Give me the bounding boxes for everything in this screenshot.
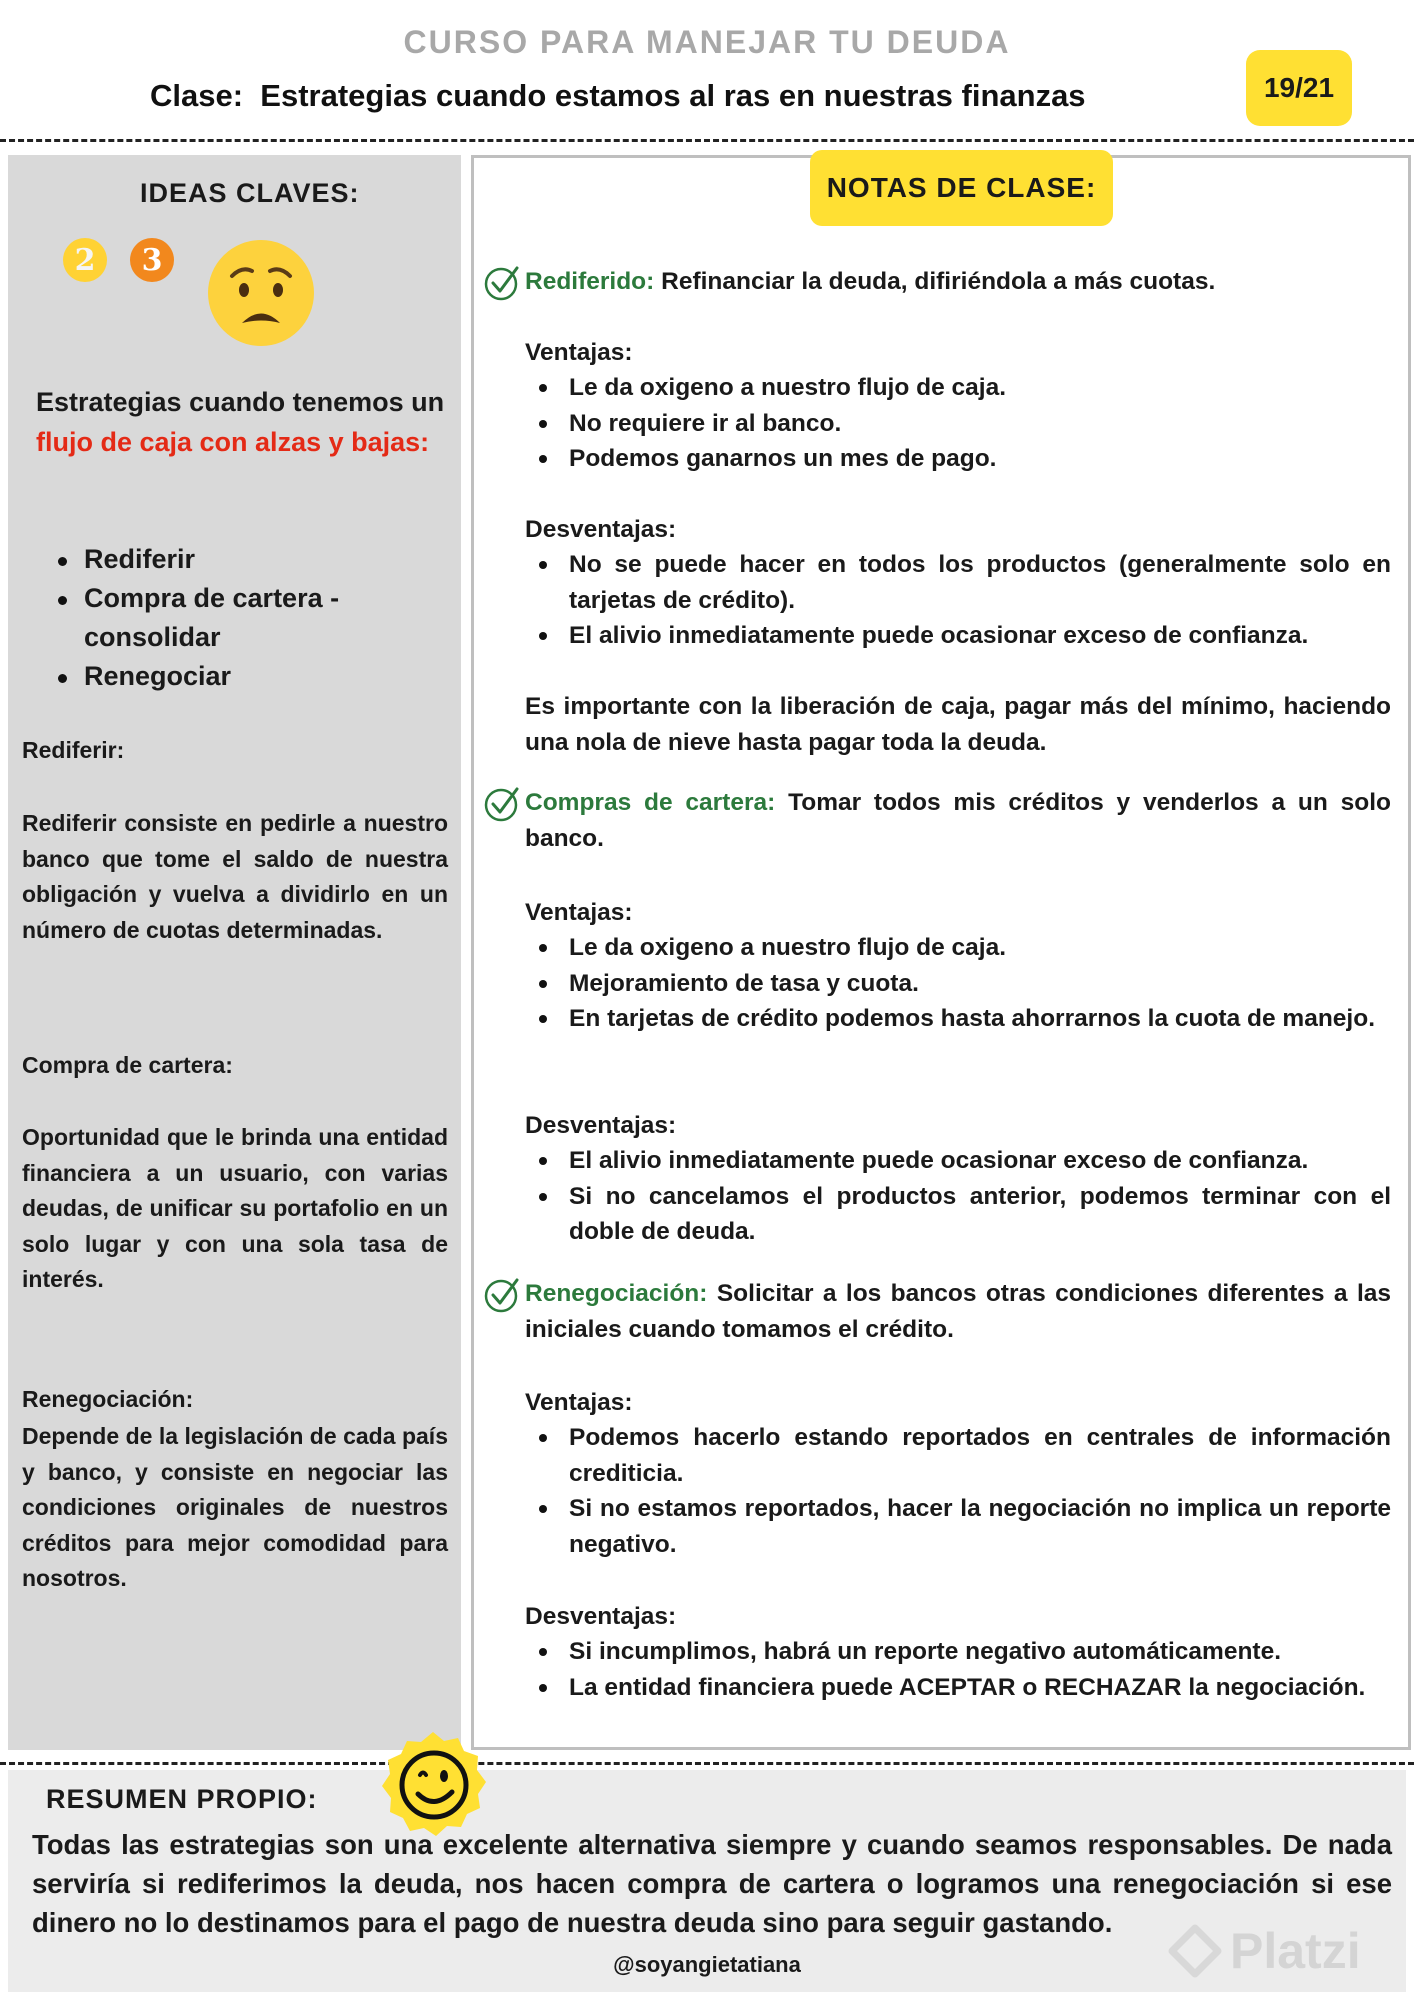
note-definition (525, 785, 1391, 856)
ideas-heading: IDEAS CLAVES: (140, 178, 360, 208)
footer-divider (0, 1762, 1414, 1765)
summary-heading: RESUMEN PROPIO: (46, 1784, 318, 1814)
list-item: Le da oxigeno a nuestro flujo de caja. (525, 930, 1391, 966)
number-three-icon: 3 (130, 238, 174, 282)
class-name: Estrategias cuando estamos al ras en nuestras finanzas (260, 78, 1086, 113)
section-body-rediferir: Rediferir consiste en pedirle a nuestro banco que tome el saldo de nuestra obligación y vuelva a dividirlo en un número de cuotas determinadas. (22, 810, 448, 943)
list-item: No se puede hacer en todos los productos (generalmente solo en tarjetas de crédito). (525, 547, 1391, 618)
cons-list (525, 1143, 1391, 1250)
section-title-renegociacion: Renegociación: (22, 1386, 194, 1412)
section-body-renegociacion: Depende de la legislación de cada país y banco, y consiste en negociar las condiciones originales de nuestros créditos para mejor comodidad para nosotros. (22, 1423, 448, 1591)
note-definition (525, 1276, 1391, 1347)
list-item: El alivio inmediatamente puede ocasionar exceso de confianza. (525, 618, 1391, 654)
strategies-list (50, 540, 410, 696)
list-item: Renegociar (50, 657, 410, 696)
pros-label: Ventajas: (525, 1389, 633, 1416)
check-circle-icon (483, 1276, 521, 1314)
list-item: Mejoramiento de tasa y cuota. (525, 966, 1391, 1002)
cons-list (525, 1634, 1391, 1705)
list-item: El alivio inmediatamente puede ocasionar exceso de confianza. (525, 1143, 1391, 1179)
cons-label: Desventajas: (525, 1112, 677, 1139)
list-item: Compra de cartera - consolidar (50, 579, 410, 657)
note-term: Compras de cartera: (525, 789, 776, 816)
summary-text: Todas las estrategias son una excelente alternativa siempre y cuando seamos responsables. De nada serviría si rediferimos la deuda, nos hacen compra de cartera o logramos una renegociación si ese dinero no lo destinamos para el pago de nuestra deuda sino para seguir gastando. (32, 1829, 1392, 1938)
header-divider (0, 139, 1414, 142)
section-title-rediferir: Rediferir: (22, 737, 125, 763)
note-term: Rediferido: (525, 268, 655, 295)
note-definition-text: Refinanciar la deuda, difiriéndola a más cuotas. (661, 268, 1216, 295)
class-title (150, 78, 1086, 114)
class-label: Clase: (150, 78, 244, 113)
worried-face-icon (206, 238, 316, 348)
list-item: No requiere ir al banco. (525, 406, 1391, 442)
note-definition-text: Solicitar a los bancos otras condiciones diferentes a las iniciales cuando tomamos el crédito. (525, 1280, 1391, 1343)
platzi-logo-icon (1168, 1924, 1222, 1978)
course-title: CURSO PARA MANEJAR TU DEUDA (403, 24, 1011, 60)
platzi-watermark (1168, 1915, 1408, 1987)
list-item: Le da oxigeno a nuestro flujo de caja. (525, 370, 1391, 406)
note-definition-text: Tomar todos mis créditos y venderlos a un solo banco. (525, 789, 1391, 852)
watermark-text: Platzi (1230, 1923, 1361, 1979)
cons-label: Desventajas: (525, 1603, 677, 1630)
section-title-compra-cartera: Compra de cartera: (22, 1052, 233, 1078)
note-term: Renegociación: (525, 1280, 708, 1307)
number-two-icon: 2 (63, 238, 107, 282)
check-circle-icon (483, 785, 521, 823)
cons-label: Desventajas: (525, 516, 677, 543)
pros-list (525, 370, 1391, 477)
check-circle-icon (483, 264, 521, 302)
pros-label: Ventajas: (525, 899, 633, 926)
list-item: La entidad financiera puede ACEPTAR o RECHAZAR la negociación. (525, 1670, 1391, 1706)
list-item: Si no cancelamos el productos anterior, podemos terminar con el doble de deuda. (525, 1179, 1391, 1250)
section-body-compra-cartera: Oportunidad que le brinda una entidad financiera a un usuario, con varias deudas, de unificar su portafolio en un solo lugar y con una sola tasa de interés. (22, 1124, 448, 1292)
list-item: Podemos hacerlo estando reportados en centrales de información crediticia. (525, 1420, 1391, 1491)
smiley-sticker-icon (378, 1730, 488, 1840)
list-item: En tarjetas de crédito podemos hasta ahorrarnos la cuota de manejo. (525, 1001, 1391, 1037)
list-item: Si incumplimos, habrá un reporte negativo automáticamente. (525, 1634, 1391, 1670)
cons-list (525, 547, 1391, 654)
pros-label: Ventajas: (525, 339, 633, 366)
page-counter-badge: 19/21 (1246, 50, 1352, 126)
list-item: Podemos ganarnos un mes de pago. (525, 441, 1391, 477)
note-definition (525, 264, 1391, 300)
author-handle: @soyangietatiana (613, 1952, 801, 1977)
list-item: Rediferir (50, 540, 410, 579)
strategy-intro (36, 382, 446, 462)
intro-highlight: flujo de caja con alzas y bajas: (36, 427, 430, 457)
pros-list (525, 930, 1391, 1037)
note-paragraph: Es importante con la liberación de caja, pagar más del mínimo, haciendo una nola de nieve hasta pagar toda la deuda. (525, 693, 1391, 756)
list-item: Si no estamos reportados, hacer la negociación no implica un reporte negativo. (525, 1491, 1391, 1562)
pros-list (525, 1420, 1391, 1562)
notes-heading: NOTAS DE CLASE: (810, 150, 1113, 226)
intro-prefix: Estrategias cuando tenemos un (36, 387, 445, 417)
